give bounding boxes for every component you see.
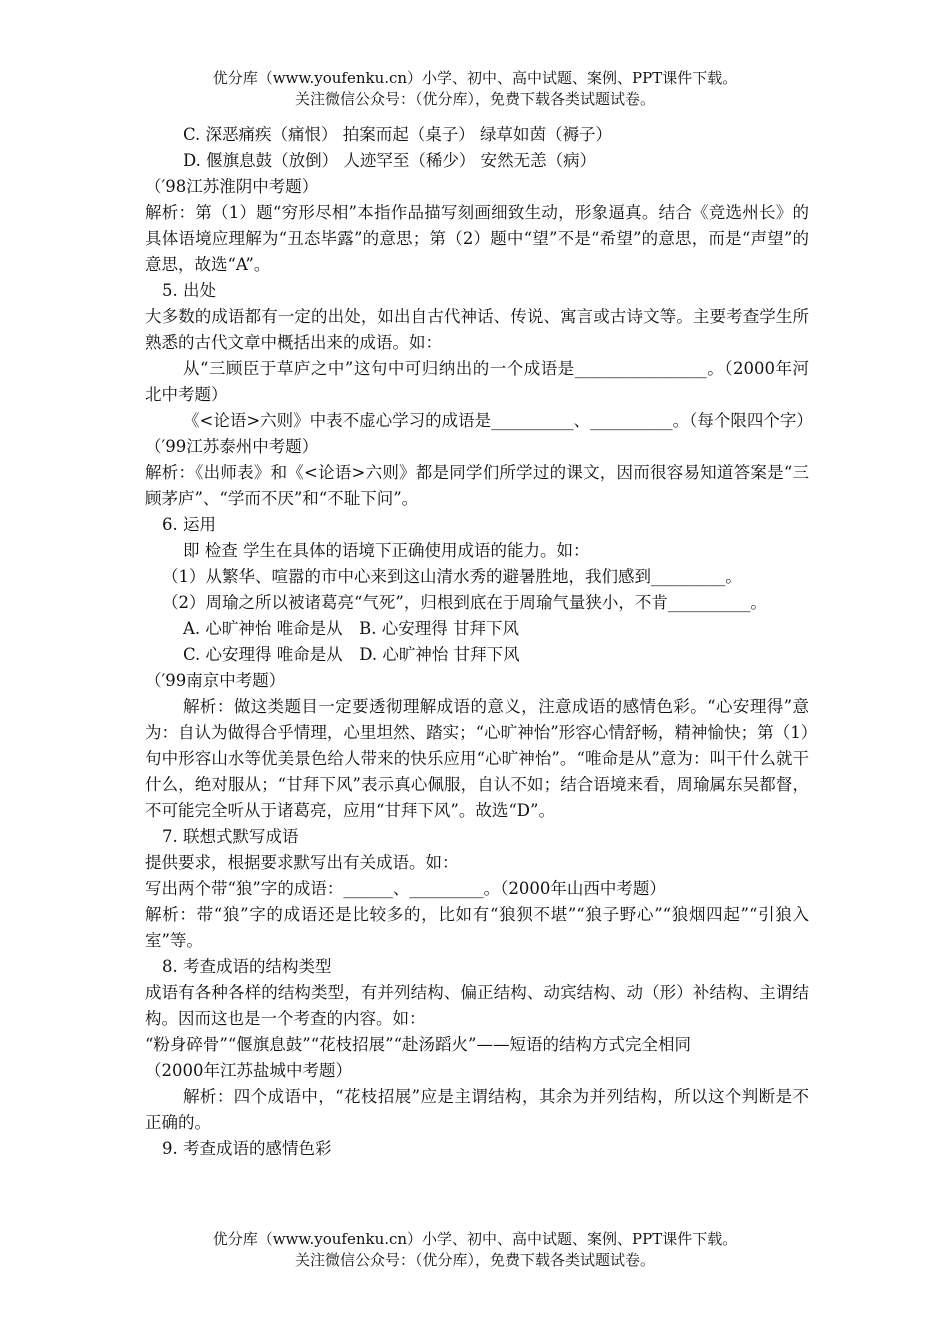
section-heading: 9. 考查成语的感情色彩: [162, 1139, 332, 1158]
option-c-line: C. 深恶痛疾（痛恨） 拍案而起（桌子） 绿草如茵（褥子）: [183, 125, 613, 144]
section-intro: 即 检查 学生在具体的语境下正确使用成语的能力。如：: [183, 541, 590, 560]
question-item: “粉身碎骨”“偃旗息鼓”“花枝招展”“赴汤蹈火”——短语的结构方式完全相同: [145, 1035, 691, 1054]
section-intro: 提供要求，根据要求默写出有关成语。如：: [145, 853, 459, 872]
source-note: （′98江苏淮阴中考题）: [145, 177, 319, 196]
page-header: [0, 68, 950, 110]
question-item: 从“三顾臣于草庐之中”这句中可归纳出的一个成语是________________。（2000年河北中考题）: [145, 359, 809, 404]
option-line: A. 心旷神怡 唯命是从 B. 心安理得 甘拜下风: [183, 619, 520, 638]
section-heading: 5. 出处: [162, 281, 216, 300]
section-heading: 6. 运用: [162, 515, 216, 534]
question-item: （1）从繁华、喧嚣的市中心来到这山清水秀的避暑胜地，我们感到_________。: [162, 567, 742, 586]
section-intro: 成语有各种各样的结构类型，有并列结构、偏正结构、动宾结构、动（形）补结构、主谓结构。因而这也是一个考查的内容。如：: [145, 983, 809, 1028]
analysis-paragraph: 解析：做这类题目一定要透彻理解成语的意义，注意成语的感情色彩。“心安理得”意为：自认为做得合乎情理，心里坦然、踏实；“心旷神怡”形容心情舒畅，精神愉快；第（1）句中形容山水等优美景色给人带来的快乐应用“心旷神怡”。“唯命是从”意为：叫干什么就干什么，绝对服从；“甘拜下风”表示真心佩服，自认不如；结合语境来看，周瑜属东吴都督，不可能完全听从于诸葛亮，应用“甘拜下风”。故选“D”。: [145, 697, 809, 820]
footer-line-2: 关注微信公众号：（优分库），免费下载各类试题试卷。: [294, 1251, 655, 1269]
option-line: C. 心安理得 唯命是从 D. 心旷神怡 甘拜下风: [183, 645, 520, 664]
question-item: （2）周瑜之所以被诸葛亮“气死”，归根到底在于周瑜气量狭小，不肯__________。: [162, 593, 767, 612]
header-line-1: 优分库（www.youfenku.cn）小学、初中、高中试题、案例、PPT课件下载。: [212, 69, 738, 87]
section-heading: 8. 考查成语的结构类型: [162, 957, 332, 976]
source-note: （′99江苏泰州中考题）: [145, 437, 319, 456]
analysis-paragraph: 解析：《出师表》和《<论语>六则》都是同学们所学过的课文，因而很容易知道答案是“三顾茅庐”、“学而不厌”和“不耻下问”。: [145, 463, 809, 508]
option-d-line: D. 偃旗息鼓（放倒） 人迹罕至（稀少） 安然无恙（病）: [183, 151, 597, 170]
analysis-paragraph: 解析：四个成语中，“花枝招展”应是主谓结构，其余为并列结构，所以这个判断是不正确的。: [145, 1087, 809, 1132]
source-note: （2000年江苏盐城中考题）: [145, 1061, 352, 1080]
analysis-paragraph: 解析：第（1）题“穷形尽相”本指作品描写刻画细致生动，形象逼真。结合《竞选州长》的具体语境应理解为“丑态毕露”的意思；第（2）题中“望”不是“希望”的意思，而是“声望”的意思，故选“A”。: [145, 203, 809, 274]
header-line-2: 关注微信公众号：（优分库），免费下载各类试题试卷。: [294, 90, 655, 108]
question-item: 写出两个带“狼”字的成语：______、_________。（2000年山西中考题）: [145, 879, 666, 898]
section-intro: 大多数的成语都有一定的出处，如出自古代神话、传说、寓言或古诗文等。主要考查学生所熟悉的古代文章中概括出来的成语。如：: [145, 307, 809, 352]
question-item: 《<论语>六则》中表不虚心学习的成语是__________、__________。（每个限四个字）: [183, 411, 813, 430]
section-heading: 7. 联想式默写成语: [162, 827, 299, 846]
analysis-paragraph: 解析：带“狼”字的成语还是比较多的，比如有“狼狈不堪”“狼子野心”“狼烟四起”“引狼入室”等。: [145, 905, 809, 950]
footer-line-1: 优分库（www.youfenku.cn）小学、初中、高中试题、案例、PPT课件下载。: [212, 1230, 738, 1248]
source-note: （′99南京中考题）: [145, 671, 286, 690]
document-body: [145, 122, 813, 1162]
page-footer: [0, 1229, 950, 1271]
